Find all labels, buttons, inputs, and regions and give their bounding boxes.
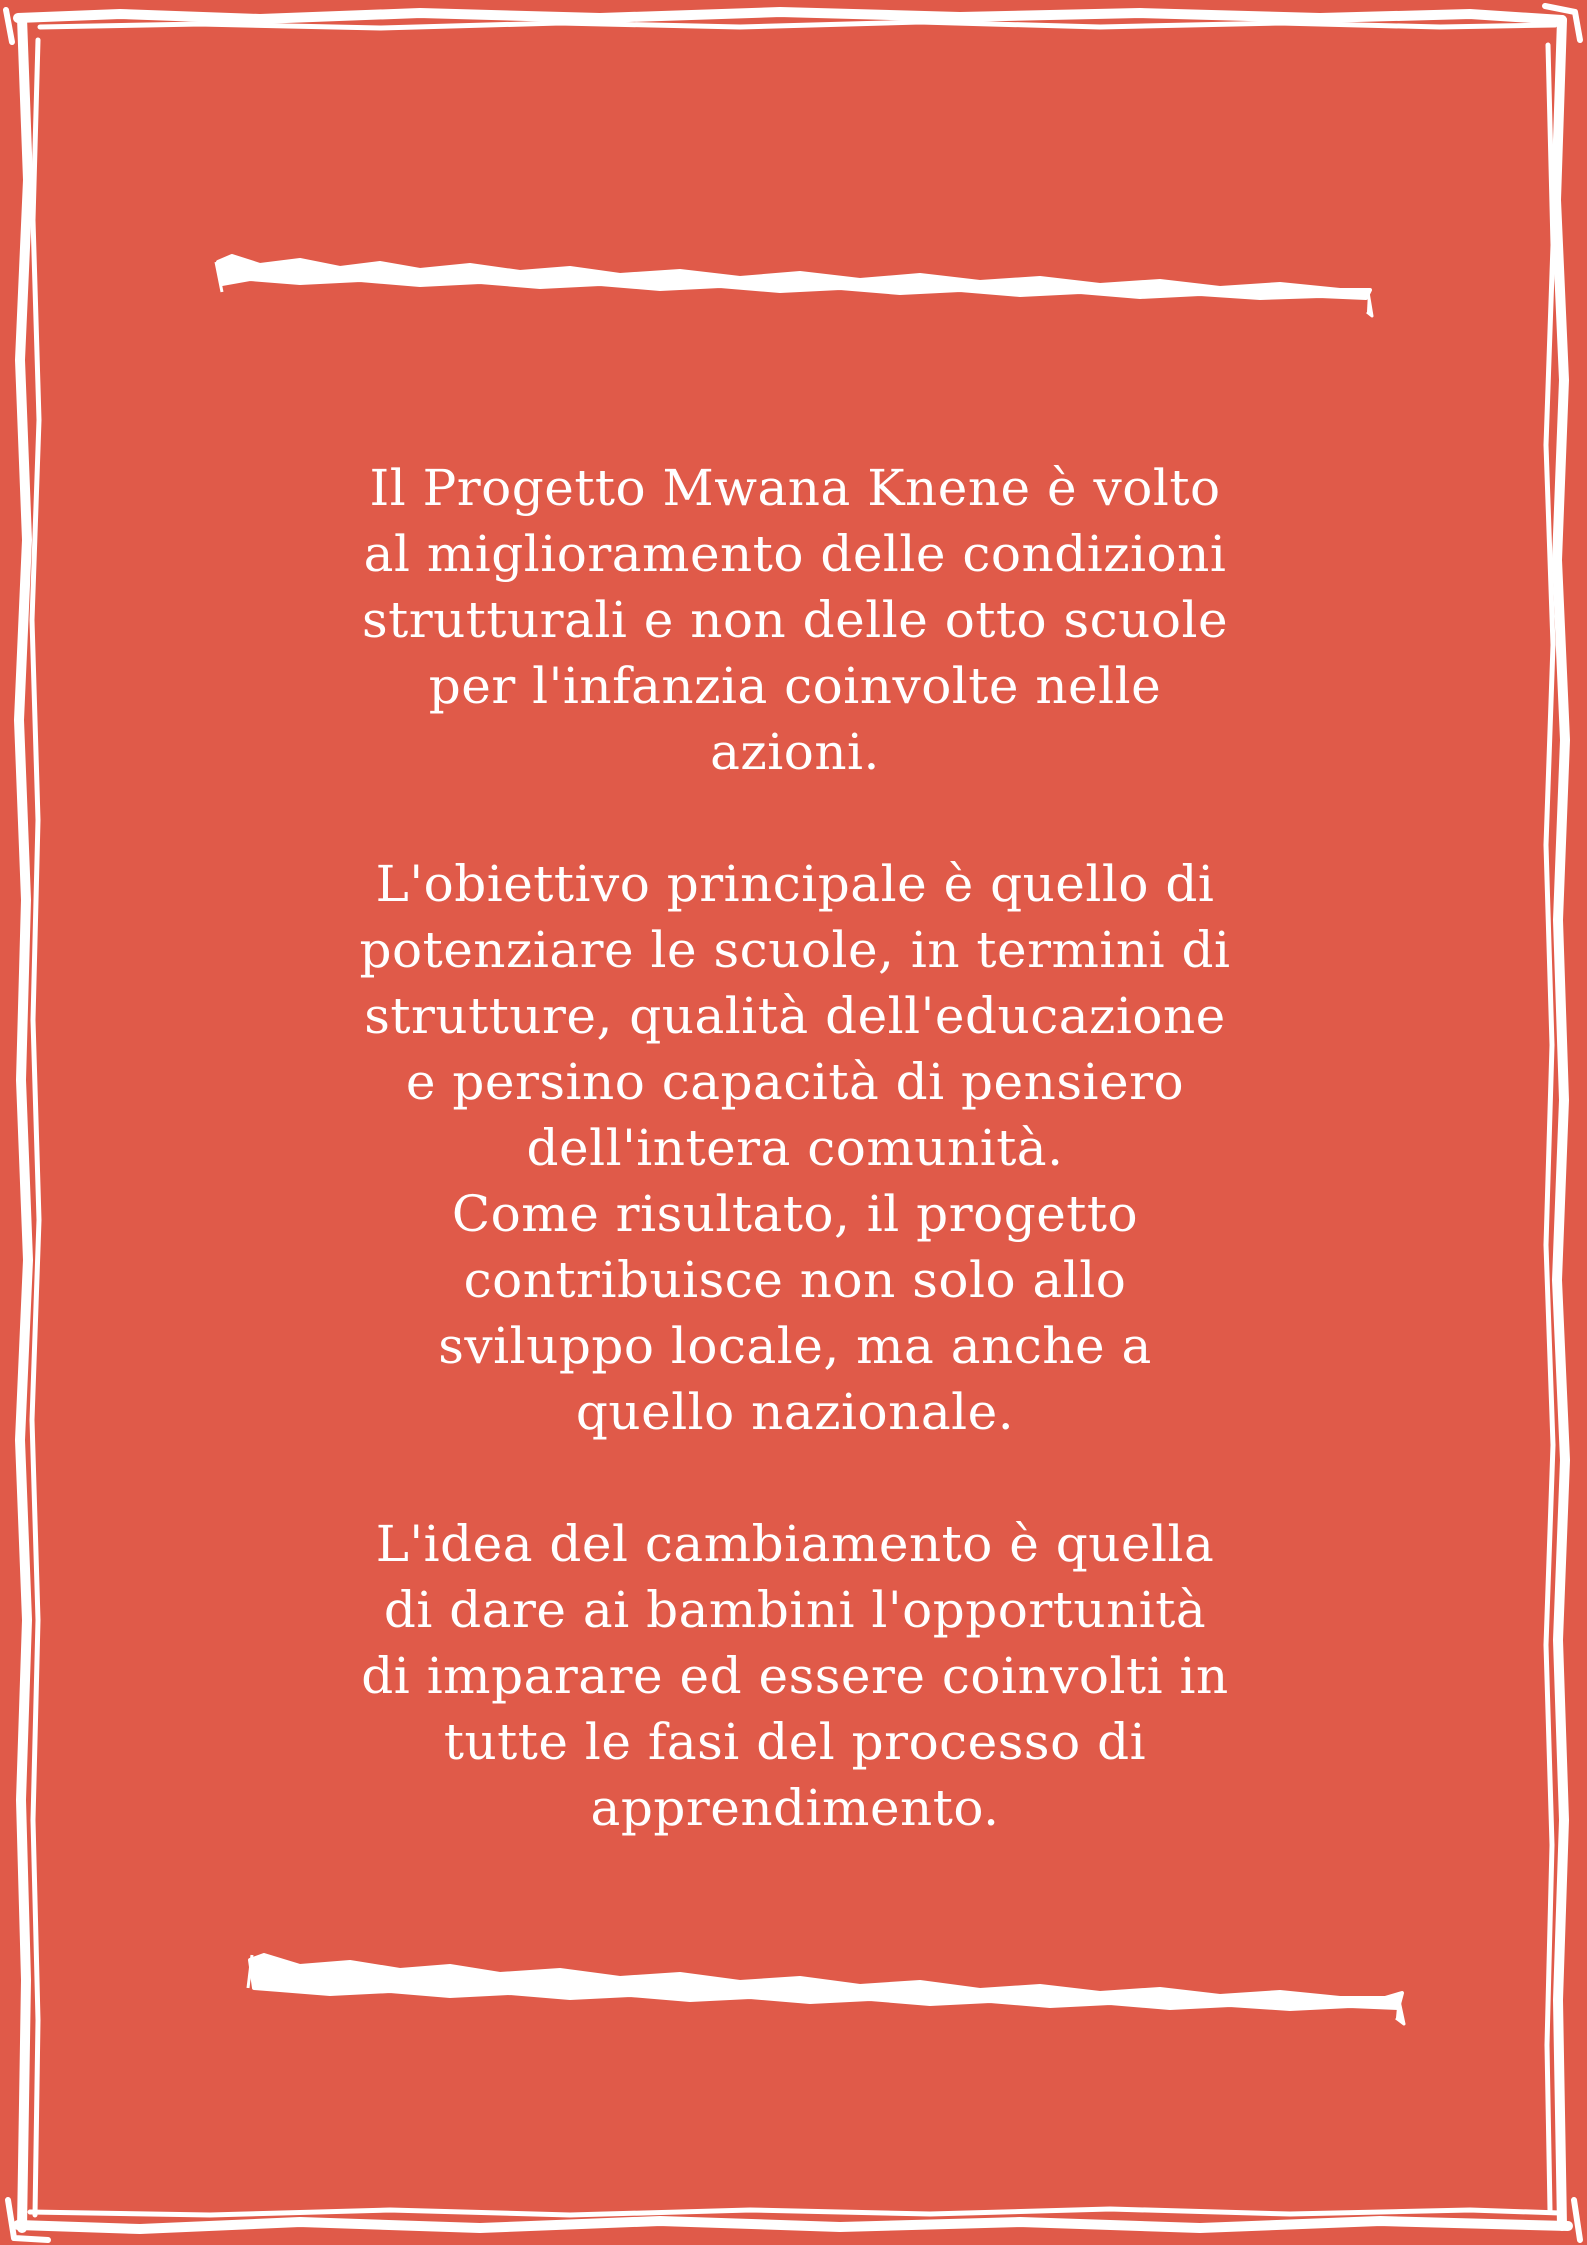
text-line: di imparare ed essere coinvolti in	[361, 1647, 1229, 1705]
text-line: azioni.	[710, 723, 880, 781]
text-line: di dare ai bambini l'opportunità	[383, 1581, 1207, 1639]
paragraph-spacer	[230, 1445, 1360, 1511]
paragraph-project-intro	[230, 455, 1360, 785]
text-line: strutturali e non delle otto scuole	[361, 591, 1229, 649]
frame-right-edge	[1556, 20, 1565, 2226]
text-line: L'obiettivo principale è quello di	[375, 855, 1215, 913]
text-line: tutte le fasi del processo di	[443, 1713, 1147, 1771]
text-line: apprendimento.	[590, 1779, 1000, 1837]
text-line: e persino capacità di pensiero	[405, 1053, 1185, 1111]
frame-bottom-edge	[18, 2221, 1568, 2229]
text-line: potenziare le scuole, in termini di	[359, 921, 1231, 979]
text-line: Il Progetto Mwana Knene è volto	[369, 459, 1221, 517]
paragraph-objective	[230, 851, 1360, 1445]
text-line: strutture, qualità dell'educazione	[364, 987, 1226, 1045]
text-line: L'idea del cambiamento è quella	[375, 1515, 1215, 1573]
text-line: dell'intera comunità.	[526, 1119, 1064, 1177]
body-text	[230, 455, 1360, 1841]
paragraph-change-idea	[230, 1511, 1360, 1841]
frame-top-edge	[18, 12, 1562, 20]
frame-left-edge	[19, 18, 28, 2228]
text-line: sviluppo locale, ma anche a	[438, 1317, 1152, 1375]
text-line: al miglioramento delle condizioni	[363, 525, 1227, 583]
text-line: Come risultato, il progetto	[451, 1185, 1139, 1243]
text-line: per l'infanzia coinvolte nelle	[428, 657, 1162, 715]
top-divider	[216, 256, 1372, 316]
text-line: contribuisce non solo allo	[463, 1251, 1127, 1309]
bottom-divider	[248, 1955, 1404, 2024]
text-line: quello nazionale.	[575, 1383, 1015, 1441]
paragraph-spacer	[230, 785, 1360, 851]
